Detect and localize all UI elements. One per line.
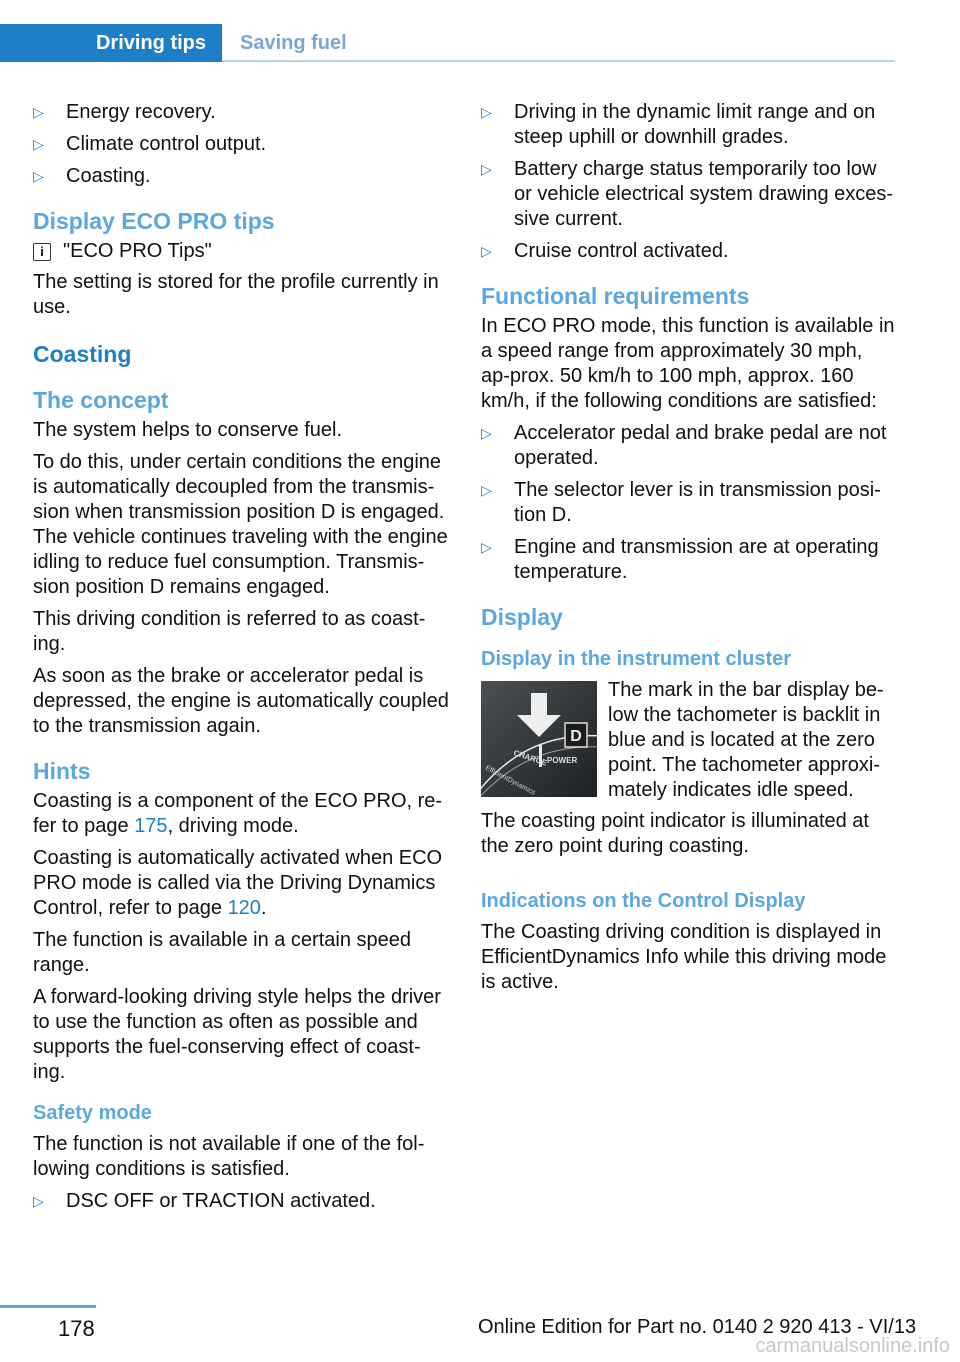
list-safety: [33, 1189, 451, 1214]
tab-saving-fuel[interactable]: Saving fuel: [240, 31, 347, 54]
heading-concept: The concept: [33, 387, 169, 413]
info-menu-icon: i: [33, 243, 51, 261]
coasting-indicator-illustration: [481, 681, 597, 797]
page-number: 178: [58, 1316, 95, 1341]
heading-control-display: Indications on the Control Display: [481, 890, 806, 912]
paragraph: The Coasting driving condition is displayed in EfficientDynamics Info while this driving mode is active.: [481, 921, 887, 993]
paragraph: The function is available in a certain speed range.: [33, 929, 412, 976]
instrument-cluster-figure: [481, 681, 597, 797]
watermark: carmanualsonline.info: [755, 1335, 950, 1357]
triangle-bullet-icon: ▷: [481, 104, 492, 120]
triangle-bullet-icon: ▷: [33, 168, 44, 184]
triangle-bullet-icon: ▷: [33, 104, 44, 120]
paragraph: Coasting is automatically activated when ECO PRO mode is called via the Driving Dynamics Control, refer to page 120.: [33, 847, 443, 919]
triangle-bullet-icon: ▷: [481, 161, 492, 177]
triangle-bullet-icon: ▷: [481, 425, 492, 441]
tab-driving-tips[interactable]: Driving tips: [0, 24, 222, 62]
list-item: ▷ Accelerator pedal and brake pedal are not operated.: [481, 422, 887, 469]
paragraph: The function is not available if one of the fol‐lowing conditions is satisfied.: [33, 1133, 425, 1180]
triangle-bullet-icon: ▷: [481, 243, 492, 259]
page-link-175[interactable]: 175: [134, 815, 168, 837]
list-energy: [33, 100, 451, 189]
paragraph: The coasting point indicator is illuminated at the zero point during coasting.: [481, 810, 869, 857]
edition-footer: Online Edition for Part no. 0140 2 920 413 - VI/13: [478, 1316, 917, 1338]
paragraph: To do this, under certain conditions the engine is automatically decoupled from the transmis‐sion when transmission position D is engaged. The vehicle continues traveling with the engine idling to reduce fuel consumption. Transmis‐sion position D remains engaged.: [33, 451, 448, 598]
paragraph: Coasting is a component of the ECO PRO, re‐fer to page 175, driving mode.: [33, 790, 443, 837]
heading-coasting: Coasting: [33, 341, 132, 367]
right-column: [481, 100, 895, 1002]
list-item: ▷ Climate control output.: [33, 133, 267, 155]
list-safety-continued: [481, 100, 895, 264]
triangle-bullet-icon: ▷: [33, 136, 44, 152]
list-item: ▷ DSC OFF or TRACTION activated.: [33, 1190, 376, 1212]
paragraph: This driving condition is referred to as coast‐ing.: [33, 608, 426, 655]
page-number-rule: [0, 1305, 96, 1308]
triangle-bullet-icon: ▷: [481, 539, 492, 555]
list-item: ▷ Cruise control activated.: [481, 240, 729, 262]
heading-safety-mode: Safety mode: [33, 1102, 152, 1124]
heading-functional-requirements: Functional requirements: [481, 283, 750, 309]
gear-label: D: [570, 728, 582, 745]
list-item: ▷ Engine and transmission are at operating temperature.: [481, 536, 879, 583]
header-tabs: [0, 24, 895, 62]
paragraph: A forward-looking driving style helps the driver to use the function as often as possible and supports the fuel-conserving effect of coast‐ing.: [33, 986, 441, 1083]
list-item: ▷ Coasting.: [33, 165, 151, 187]
list-requirements: [481, 421, 895, 585]
paragraph: The setting is stored for the profile currently in use.: [33, 271, 439, 318]
paragraph: As soon as the brake or accelerator pedal is depressed, the engine is automatically coupled to the transmission again.: [33, 665, 449, 737]
menu-path: [33, 239, 451, 264]
brand-label: EfficientDynamics: [484, 764, 537, 797]
left-column: [33, 100, 451, 1221]
list-item: ▷ Driving in the dynamic limit range and on steep uphill or downhill grades.: [481, 101, 876, 148]
list-item: ▷ Battery charge status temporarily too low or vehicle electrical system drawing exces‐sive current.: [481, 158, 894, 230]
heading-display: Display: [481, 604, 563, 630]
heading-instrument-cluster: Display in the instrument cluster: [481, 648, 792, 670]
list-item: ▷ Energy recovery.: [33, 101, 216, 123]
page-link-120[interactable]: 120: [227, 897, 261, 919]
triangle-bullet-icon: ▷: [33, 1193, 44, 1209]
list-item: ▷ The selector lever is in transmission posi‐tion D.: [481, 479, 881, 526]
power-label: POWER: [547, 756, 578, 765]
heading-hints: Hints: [33, 758, 91, 784]
header-rule: [222, 60, 895, 62]
paragraph: The mark in the bar display be‐low the tachometer is backlit in blue and is located at the zero point. The tachometer approxi‐mately indicates idle speed.: [608, 679, 884, 801]
paragraph: The system helps to conserve fuel.: [33, 419, 343, 441]
figure-row: [481, 678, 895, 803]
paragraph: In ECO PRO mode, this function is available in a speed range from approximately 30 mph, ap‐prox. 50 km/h to 100 mph, approx. 160 km/h, if the following conditions are satisfied:: [481, 315, 895, 412]
menu-label: "ECO PRO Tips": [63, 240, 212, 262]
triangle-bullet-icon: ▷: [481, 482, 492, 498]
charge-label: CHARGE: [512, 748, 549, 768]
heading-eco-tips: Display ECO PRO tips: [33, 208, 275, 234]
